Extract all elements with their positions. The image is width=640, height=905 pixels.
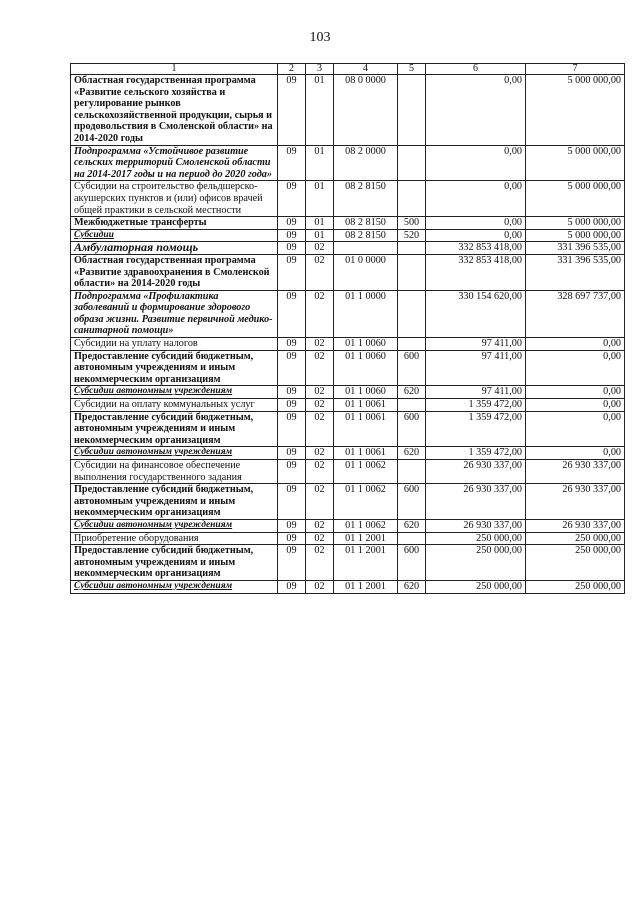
cell-expense-type bbox=[398, 75, 426, 146]
cell-amount-year1: 1 359 472,00 bbox=[426, 411, 526, 447]
table-row bbox=[71, 447, 625, 460]
cell-section: 09 bbox=[278, 386, 306, 399]
cell-target-article: 01 0 0000 bbox=[334, 254, 398, 290]
column-header: 3 bbox=[306, 64, 334, 75]
cell-section: 09 bbox=[278, 411, 306, 447]
cell-expense-type: 620 bbox=[398, 580, 426, 593]
cell-subsection: 01 bbox=[306, 145, 334, 181]
cell-subsection: 02 bbox=[306, 447, 334, 460]
cell-name: Предоставление субсидий бюджетным, автономным учреждениям и иным некоммерческим организациям bbox=[71, 545, 278, 581]
cell-amount-year1: 250 000,00 bbox=[426, 580, 526, 593]
table-row bbox=[71, 399, 625, 412]
cell-section: 09 bbox=[278, 338, 306, 351]
cell-target-article: 01 1 0062 bbox=[334, 519, 398, 532]
cell-name: Субсидии автономным учреждениям bbox=[71, 386, 278, 399]
column-header: 7 bbox=[526, 64, 625, 75]
cell-amount-year2: 5 000 000,00 bbox=[526, 145, 625, 181]
cell-subsection: 02 bbox=[306, 338, 334, 351]
cell-section: 09 bbox=[278, 145, 306, 181]
cell-expense-type: 600 bbox=[398, 545, 426, 581]
table-row bbox=[71, 254, 625, 290]
cell-amount-year2: 331 396 535,00 bbox=[526, 254, 625, 290]
table-row bbox=[71, 181, 625, 217]
cell-amount-year1: 26 930 337,00 bbox=[426, 519, 526, 532]
cell-target-article: 01 1 0062 bbox=[334, 460, 398, 484]
cell-section: 09 bbox=[278, 350, 306, 386]
cell-expense-type: 620 bbox=[398, 447, 426, 460]
cell-name: Подпрограмма «Профилактика заболеваний и формирование здорового образа жизни. Развитие первичной медико-санитарной помощи» bbox=[71, 290, 278, 337]
table-row bbox=[71, 484, 625, 520]
cell-name: Субсидии на оплату коммунальных услуг bbox=[71, 399, 278, 412]
cell-subsection: 02 bbox=[306, 242, 334, 255]
cell-name: Подпрограмма «Устойчивое развитие сельских территорий Смоленской области на 2014-2017 годы и на период до 2020 года» bbox=[71, 145, 278, 181]
cell-section: 09 bbox=[278, 447, 306, 460]
table-row bbox=[71, 460, 625, 484]
cell-name: Субсидии на строительство фельдшерско-акушерских пунктов и (или) офисов врачей общей практики в сельской местности bbox=[71, 181, 278, 217]
cell-amount-year2: 5 000 000,00 bbox=[526, 229, 625, 242]
cell-amount-year2: 26 930 337,00 bbox=[526, 484, 625, 520]
table-row bbox=[71, 75, 625, 146]
cell-target-article: 01 1 0061 bbox=[334, 399, 398, 412]
cell-section: 09 bbox=[278, 532, 306, 545]
cell-subsection: 02 bbox=[306, 411, 334, 447]
cell-section: 09 bbox=[278, 254, 306, 290]
cell-amount-year1: 97 411,00 bbox=[426, 338, 526, 351]
cell-target-article: 01 1 0061 bbox=[334, 411, 398, 447]
cell-section: 09 bbox=[278, 181, 306, 217]
cell-expense-type bbox=[398, 460, 426, 484]
column-header: 1 bbox=[71, 64, 278, 75]
cell-target-article: 08 2 8150 bbox=[334, 229, 398, 242]
cell-amount-year1: 250 000,00 bbox=[426, 532, 526, 545]
cell-expense-type bbox=[398, 145, 426, 181]
cell-amount-year2: 328 697 737,00 bbox=[526, 290, 625, 337]
cell-target-article: 08 0 0000 bbox=[334, 75, 398, 146]
cell-subsection: 01 bbox=[306, 181, 334, 217]
cell-target-article: 01 1 0060 bbox=[334, 350, 398, 386]
cell-amount-year1: 0,00 bbox=[426, 217, 526, 230]
cell-name: Областная государственная программа «Развитие сельского хозяйства и регулирование рынков сельскохозяйственной продукции, сырья и продовольствия в Смоленской области» на 2014-2020 годы bbox=[71, 75, 278, 146]
cell-target-article: 01 1 0000 bbox=[334, 290, 398, 337]
cell-amount-year1: 0,00 bbox=[426, 75, 526, 146]
column-header: 2 bbox=[278, 64, 306, 75]
cell-subsection: 01 bbox=[306, 75, 334, 146]
cell-target-article: 01 1 0061 bbox=[334, 447, 398, 460]
cell-target-article: 08 2 8150 bbox=[334, 217, 398, 230]
cell-amount-year2: 5 000 000,00 bbox=[526, 217, 625, 230]
cell-expense-type bbox=[398, 242, 426, 255]
cell-amount-year2: 26 930 337,00 bbox=[526, 519, 625, 532]
cell-amount-year1: 332 853 418,00 bbox=[426, 254, 526, 290]
cell-target-article: 01 1 2001 bbox=[334, 580, 398, 593]
cell-section: 09 bbox=[278, 290, 306, 337]
cell-expense-type: 600 bbox=[398, 484, 426, 520]
column-header: 5 bbox=[398, 64, 426, 75]
table-row bbox=[71, 386, 625, 399]
budget-table bbox=[70, 63, 625, 594]
cell-expense-type bbox=[398, 254, 426, 290]
table-row bbox=[71, 242, 625, 255]
cell-target-article bbox=[334, 242, 398, 255]
cell-amount-year1: 1 359 472,00 bbox=[426, 447, 526, 460]
cell-subsection: 02 bbox=[306, 399, 334, 412]
cell-expense-type bbox=[398, 532, 426, 545]
cell-section: 09 bbox=[278, 460, 306, 484]
table-row bbox=[71, 545, 625, 581]
cell-expense-type: 600 bbox=[398, 350, 426, 386]
cell-section: 09 bbox=[278, 229, 306, 242]
cell-amount-year2: 26 930 337,00 bbox=[526, 460, 625, 484]
cell-amount-year2: 0,00 bbox=[526, 411, 625, 447]
cell-name: Субсидии на финансовое обеспечение выполнения государственного задания bbox=[71, 460, 278, 484]
cell-target-article: 08 2 8150 bbox=[334, 181, 398, 217]
cell-name: Субсидии автономным учреждениям bbox=[71, 580, 278, 593]
cell-name: Субсидии на уплату налогов bbox=[71, 338, 278, 351]
cell-amount-year2: 0,00 bbox=[526, 399, 625, 412]
cell-amount-year1: 332 853 418,00 bbox=[426, 242, 526, 255]
cell-target-article: 01 1 0062 bbox=[334, 484, 398, 520]
cell-subsection: 02 bbox=[306, 532, 334, 545]
cell-section: 09 bbox=[278, 484, 306, 520]
cell-name: Предоставление субсидий бюджетным, автономным учреждениям и иным некоммерческим организациям bbox=[71, 350, 278, 386]
cell-expense-type: 620 bbox=[398, 386, 426, 399]
cell-name: Предоставление субсидий бюджетным, автономным учреждениям и иным некоммерческим организациям bbox=[71, 484, 278, 520]
cell-name: Субсидии автономным учреждениям bbox=[71, 519, 278, 532]
cell-subsection: 02 bbox=[306, 254, 334, 290]
cell-expense-type: 600 bbox=[398, 411, 426, 447]
table-row bbox=[71, 519, 625, 532]
cell-amount-year2: 5 000 000,00 bbox=[526, 75, 625, 146]
table-row bbox=[71, 532, 625, 545]
cell-amount-year2: 0,00 bbox=[526, 447, 625, 460]
cell-section: 09 bbox=[278, 242, 306, 255]
cell-amount-year2: 0,00 bbox=[526, 350, 625, 386]
column-header: 4 bbox=[334, 64, 398, 75]
table-row bbox=[71, 350, 625, 386]
cell-amount-year1: 97 411,00 bbox=[426, 350, 526, 386]
cell-subsection: 02 bbox=[306, 519, 334, 532]
cell-section: 09 bbox=[278, 399, 306, 412]
cell-expense-type bbox=[398, 399, 426, 412]
cell-amount-year1: 1 359 472,00 bbox=[426, 399, 526, 412]
cell-subsection: 02 bbox=[306, 386, 334, 399]
cell-name: Субсидии автономным учреждениям bbox=[71, 447, 278, 460]
cell-subsection: 02 bbox=[306, 580, 334, 593]
cell-subsection: 01 bbox=[306, 217, 334, 230]
table-row bbox=[71, 145, 625, 181]
cell-target-article: 01 1 0060 bbox=[334, 386, 398, 399]
cell-target-article: 08 2 0000 bbox=[334, 145, 398, 181]
cell-section: 09 bbox=[278, 580, 306, 593]
cell-amount-year2: 5 000 000,00 bbox=[526, 181, 625, 217]
table-row bbox=[71, 217, 625, 230]
table-row bbox=[71, 411, 625, 447]
cell-name: Приобретение оборудования bbox=[71, 532, 278, 545]
cell-expense-type: 620 bbox=[398, 519, 426, 532]
cell-section: 09 bbox=[278, 217, 306, 230]
cell-amount-year1: 0,00 bbox=[426, 145, 526, 181]
cell-section: 09 bbox=[278, 75, 306, 146]
cell-amount-year2: 250 000,00 bbox=[526, 545, 625, 581]
table-row bbox=[71, 338, 625, 351]
table-row bbox=[71, 229, 625, 242]
cell-amount-year1: 26 930 337,00 bbox=[426, 484, 526, 520]
cell-name: Субсидии bbox=[71, 229, 278, 242]
table-row bbox=[71, 580, 625, 593]
cell-subsection: 02 bbox=[306, 484, 334, 520]
cell-amount-year1: 0,00 bbox=[426, 181, 526, 217]
cell-expense-type bbox=[398, 181, 426, 217]
cell-amount-year1: 97 411,00 bbox=[426, 386, 526, 399]
cell-expense-type bbox=[398, 290, 426, 337]
cell-subsection: 02 bbox=[306, 545, 334, 581]
cell-amount-year2: 250 000,00 bbox=[526, 532, 625, 545]
cell-name: Межбюджетные трансферты bbox=[71, 217, 278, 230]
cell-target-article: 01 1 2001 bbox=[334, 532, 398, 545]
cell-name: Областная государственная программа «Развитие здравоохранения в Смоленской области» на 2014-2020 годы bbox=[71, 254, 278, 290]
cell-expense-type: 500 bbox=[398, 217, 426, 230]
cell-subsection: 02 bbox=[306, 350, 334, 386]
cell-target-article: 01 1 0060 bbox=[334, 338, 398, 351]
cell-amount-year1: 250 000,00 bbox=[426, 545, 526, 581]
cell-section: 09 bbox=[278, 519, 306, 532]
cell-name: Амбулаторная помощь bbox=[71, 242, 278, 255]
cell-target-article: 01 1 2001 bbox=[334, 545, 398, 581]
column-header: 6 bbox=[426, 64, 526, 75]
table-row bbox=[71, 290, 625, 337]
cell-expense-type bbox=[398, 338, 426, 351]
cell-amount-year2: 0,00 bbox=[526, 338, 625, 351]
cell-name: Предоставление субсидий бюджетным, автономным учреждениям и иным некоммерческим организациям bbox=[71, 411, 278, 447]
cell-amount-year2: 250 000,00 bbox=[526, 580, 625, 593]
cell-expense-type: 520 bbox=[398, 229, 426, 242]
cell-subsection: 02 bbox=[306, 290, 334, 337]
cell-amount-year2: 0,00 bbox=[526, 386, 625, 399]
cell-subsection: 01 bbox=[306, 229, 334, 242]
header-row bbox=[71, 64, 625, 75]
cell-amount-year1: 330 154 620,00 bbox=[426, 290, 526, 337]
cell-amount-year2: 331 396 535,00 bbox=[526, 242, 625, 255]
cell-amount-year1: 26 930 337,00 bbox=[426, 460, 526, 484]
cell-amount-year1: 0,00 bbox=[426, 229, 526, 242]
cell-subsection: 02 bbox=[306, 460, 334, 484]
cell-section: 09 bbox=[278, 545, 306, 581]
page-number: 103 bbox=[309, 30, 331, 45]
